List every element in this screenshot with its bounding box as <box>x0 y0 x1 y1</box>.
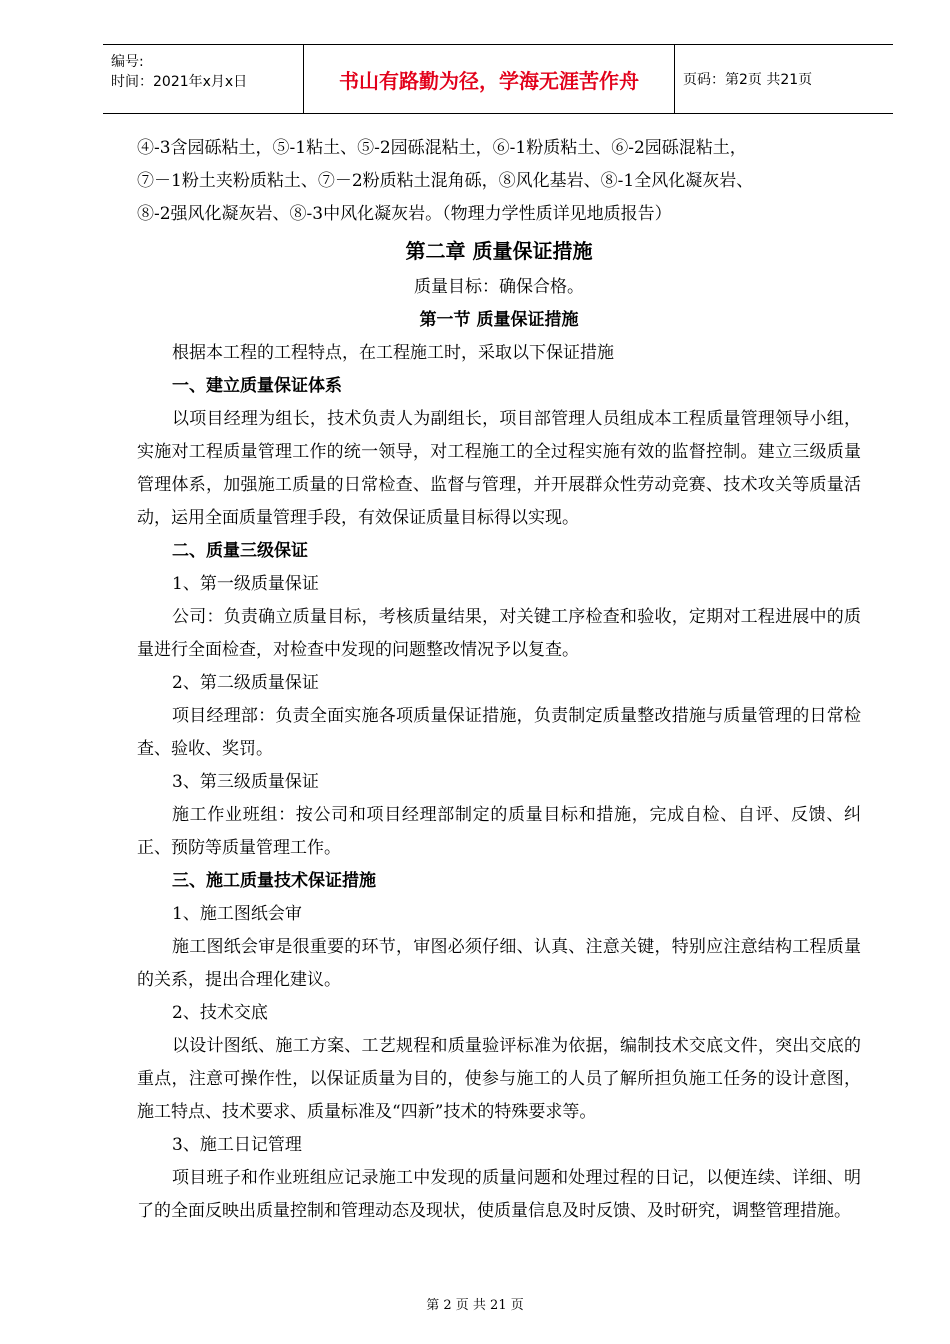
paragraph-quality-system: 以项目经理为组长，技术负责人为副组长，项目部管理人员组成本工程质量管理领导小组，实施对工程质量管理工作的统一领导，对工程施工的全过程实施有效的监督控制。建立三级质量管理体系，加强施工质量的日常检查、监督与管理，并开展群众性劳动竞赛、技术攻关等质量活动，运用全面质量管理手段，有效保证质量目标得以实现。 <box>137 409 861 528</box>
page-header <box>103 44 893 114</box>
date-label: 时间：2021年x月x日 <box>111 74 248 90</box>
serial-label: 编号: <box>111 54 144 70</box>
subheading-technical-briefing: 2、技术交底 <box>172 1003 268 1023</box>
paragraph-drawing-review: 施工图纸会审是很重要的环节，审图必须仔细、认真、注意关键，特别应注意结构工程质量的关系，提出合理化建议。 <box>137 937 861 990</box>
header-motto: 书山有路勤为径，学海无涯苦作舟 <box>303 45 675 113</box>
paragraph-technical-briefing: 以设计图纸、施工方案、工艺规程和质量验评标准为依据，编制技术交底文件，突出交底的重点，注意可操作性，以保证质量为目的，使参与施工的人员了解所担负施工任务的设计意图，施工特点、技术要求、质量标准及“四新”技术的特殊要求等。 <box>137 1036 861 1122</box>
document-body <box>137 132 861 1228</box>
quality-goal: 质量目标：确保合格。 <box>414 277 584 297</box>
chapter-title: 第二章 质量保证措施 <box>405 239 593 263</box>
subheading-level-2: 2、第二级质量保证 <box>172 673 319 693</box>
section-intro: 根据本工程的工程特点，在工程施工时，采取以下保证措施 <box>172 343 614 363</box>
subheading-level-3: 3、第三级质量保证 <box>172 772 319 792</box>
intro-line: ④-3含园砾粘土，⑤-1粘土、⑤-2园砾混粘土，⑥-1粉质粘土、⑥-2园砾混粘土， <box>137 138 747 158</box>
header-meta <box>103 45 303 113</box>
subheading-drawing-review: 1、施工图纸会审 <box>172 904 302 924</box>
heading-three-level: 二、质量三级保证 <box>172 541 308 561</box>
subheading-level-1: 1、第一级质量保证 <box>172 574 319 594</box>
page-footer: 第 2 页 共 21 页 <box>426 1298 524 1313</box>
paragraph-level-2: 项目经理部：负责全面实施各项质量保证措施，负责制定质量整改措施与质量管理的日常检查、验收、奖罚。 <box>137 706 861 759</box>
header-page-info: 页码：第2页 共21页 <box>683 72 813 88</box>
paragraph-construction-log: 项目班子和作业班组应记录施工中发现的质量问题和处理过程的日记，以便连续、详细、明了的全面反映出质量控制和管理动态及现状，使质量信息及时反馈、及时研究，调整管理措施。 <box>137 1168 861 1221</box>
section-title: 第一节 质量保证措施 <box>419 310 579 330</box>
paragraph-level-3: 施工作业班组：按公司和项目经理部制定的质量目标和措施，完成自检、自评、反馈、纠正、预防等质量管理工作。 <box>137 805 861 858</box>
heading-technical-measures: 三、施工质量技术保证措施 <box>172 871 376 891</box>
paragraph-level-1: 公司：负责确立质量目标，考核质量结果，对关键工序检查和验收，定期对工程进展中的质量进行全面检查，对检查中发现的问题整改情况予以复查。 <box>137 607 861 660</box>
intro-line: ⑧-2强风化凝灰岩、⑧-3中风化凝灰岩。（物理力学性质详见地质报告） <box>137 204 672 224</box>
intro-line: ⑦－1粉土夹粉质粘土、⑦－2粉质粘土混角砾，⑧风化基岩、⑧-1全风化凝灰岩、 <box>137 171 754 191</box>
heading-quality-system: 一、建立质量保证体系 <box>172 376 342 396</box>
subheading-construction-log: 3、施工日记管理 <box>172 1135 302 1155</box>
